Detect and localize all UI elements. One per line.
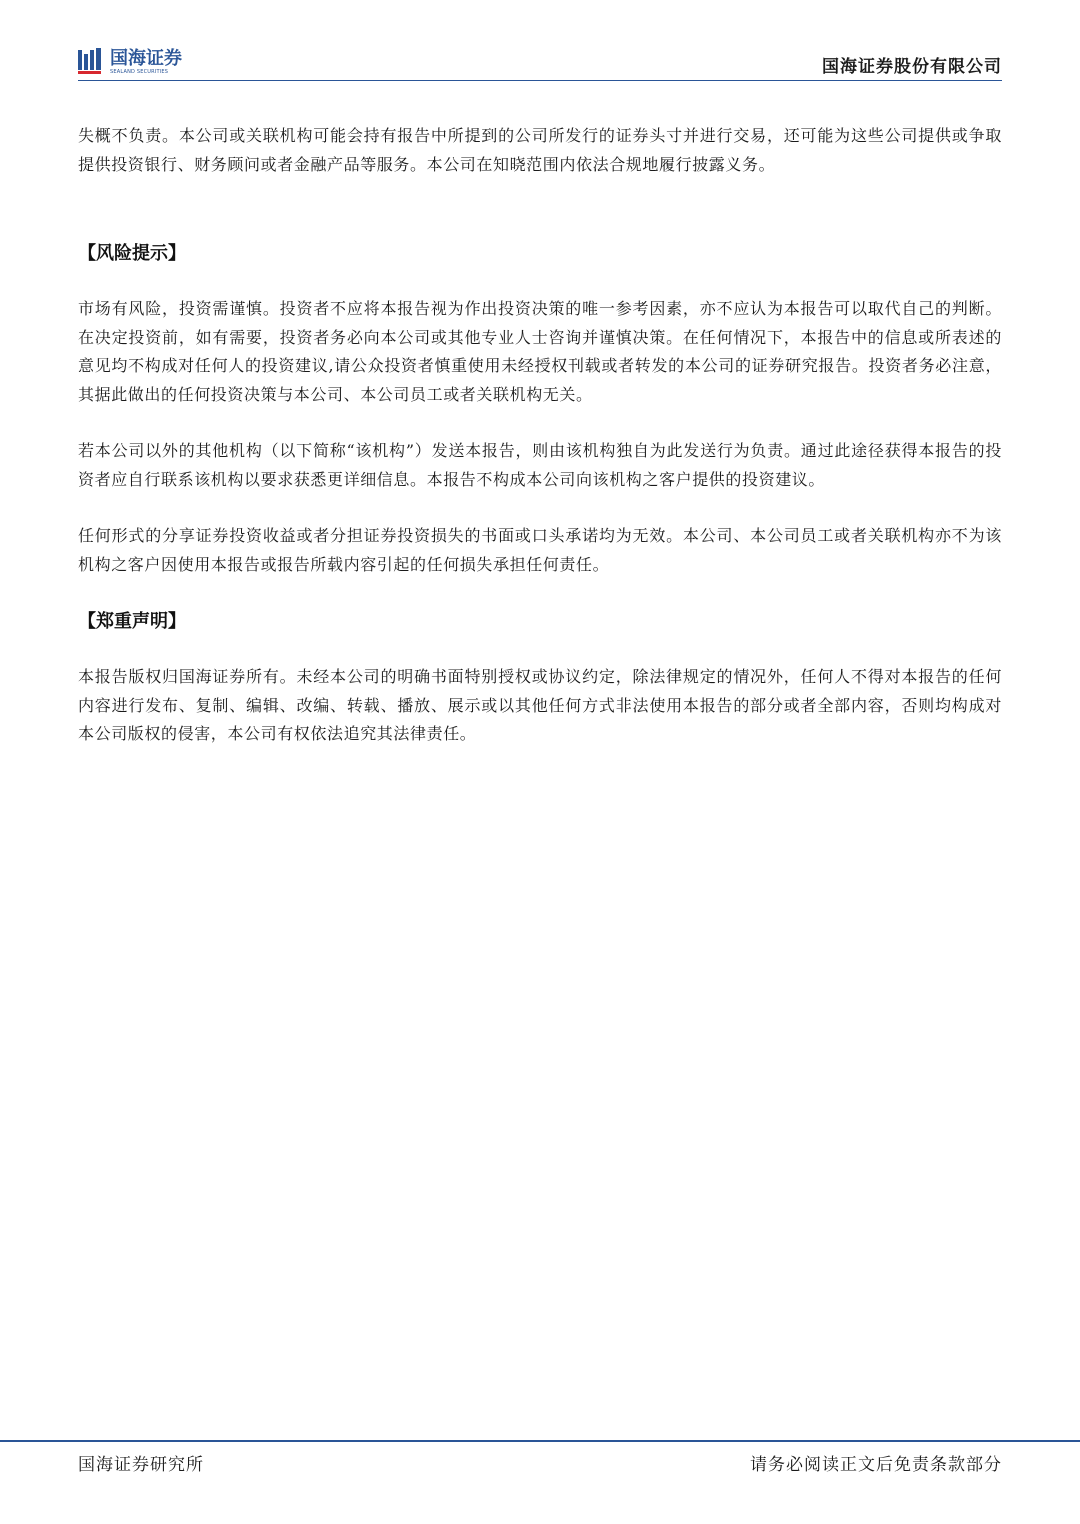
footer-disclaimer-note: 请务必阅读正文后免责条款部分 [750, 1455, 1002, 1475]
logo-english-name: SEALAND SECURITIES [110, 68, 169, 75]
page-header [78, 44, 1002, 80]
document-body [78, 122, 1002, 749]
intro-paragraph: 失概不负责。本公司或关联机构可能会持有报告中所提到的公司所发行的证券头寸并进行交易，还可能为这些公司提供或争取提供投资银行、财务顾问或者金融产品等服务。本公司在知晓范围内依法合规地履行披露义务。 [78, 126, 1002, 174]
logo-text [110, 49, 182, 76]
logo-mark-icon [78, 48, 104, 76]
company-logo [78, 46, 182, 78]
header-company-name: 国海证券股份有限公司 [822, 57, 1002, 77]
risk-paragraph-2: 若本公司以外的其他机构（以下简称“该机构”）发送本报告，则由该机构独自为此发送行为负责。通过此途径获得本报告的投资者应自行联系该机构以要求获悉更详细信息。本报告不构成本公司向该机构之客户提供的投资建议。 [78, 441, 1002, 489]
statement-section-title: 【郑重声明】 [78, 611, 186, 632]
risk-paragraph-1: 市场有风险，投资需谨慎。投资者不应将本报告视为作出投资决策的唯一参考因素，亦不应认为本报告可以取代自己的判断。在决定投资前，如有需要，投资者务必向本公司或其他专业人士咨询并谨慎决策。在任何情况下，本报告中的信息或所表述的意见均不构成对任何人的投资建议,请公众投资者慎重使用未经授权刊载或者转发的本公司的证券研究报告。投资者务必注意，其据此做出的任何投资决策与本公司、本公司员工或者关联机构无关。 [78, 299, 1002, 404]
footer-divider [0, 1440, 1080, 1442]
header-divider [78, 80, 1002, 81]
statement-paragraph: 本报告版权归国海证券所有。未经本公司的明确书面特别授权或协议约定，除法律规定的情况外，任何人不得对本报告的任何内容进行发布、复制、编辑、改编、转载、播放、展示或以其他任何方式非法使用本报告的部分或者全部内容，否则均构成对本公司版权的侵害，本公司有权依法追究其法律责任。 [78, 667, 1002, 743]
risk-section-title: 【风险提示】 [78, 243, 186, 264]
logo-chinese-name: 国海证券 [110, 47, 182, 69]
risk-paragraph-3: 任何形式的分享证券投资收益或者分担证券投资损失的书面或口头承诺均为无效。本公司、本公司员工或者关联机构亦不为该机构之客户因使用本报告或报告所载内容引起的任何损失承担任何责任。 [78, 526, 1002, 574]
footer-institute: 国海证券研究所 [78, 1455, 204, 1475]
